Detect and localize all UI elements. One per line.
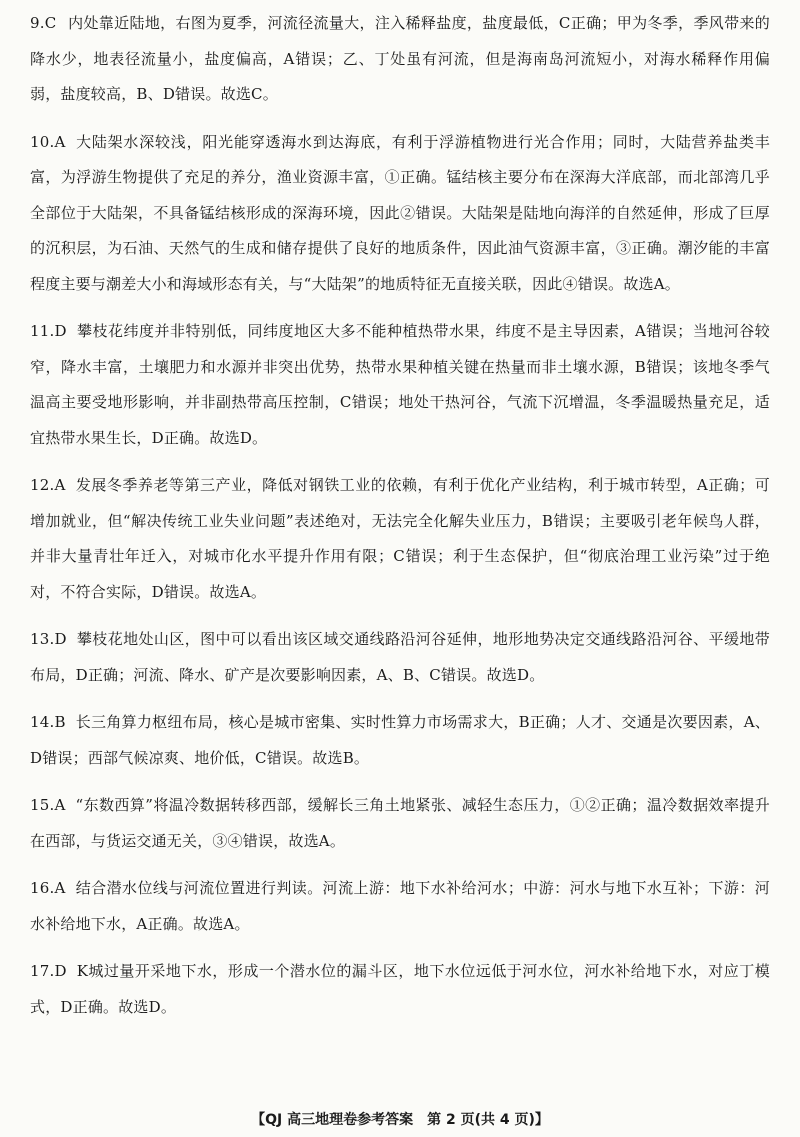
answer-text: 攀枝花地处山区，图中可以看出该区域交通线路沿河谷延伸，地形地势决定交通线路沿河谷、平缓地带布局，D正确；河流、降水、矿产是次要影响因素，A、B、C错误。故选D。 bbox=[30, 630, 770, 684]
answer-paragraph bbox=[30, 468, 770, 610]
answer-paragraph bbox=[30, 125, 770, 303]
answer-14 bbox=[30, 705, 770, 776]
answer-13 bbox=[30, 622, 770, 693]
answer-text: K城过量开采地下水，形成一个潜水位的漏斗区，地下水位远低于河水位，河水补给地下水，对应丁模式，D正确。故选D。 bbox=[30, 962, 770, 1016]
answer-16 bbox=[30, 871, 770, 942]
answer-text: 大陆架水深较浅，阳光能穿透海水到达海底，有利于浮游植物进行光合作用；同时，大陆营养盐类丰富，为浮游生物提供了充足的养分，渔业资源丰富，①正确。锰结核主要分布在深海大洋底部，而北部湾几乎全部位于大陆架，不具备锰结核形成的深海环境，因此②错误。大陆架是陆地向海洋的自然延伸，形成了巨厚的沉积层，为石油、天然气的生成和储存提供了良好的地质条件，因此油气资源丰富，③正确。潮汐能的丰富程度主要与潮差大小和海域形态有关，与“大陆架”的地质特征无直接关联，因此④错误。故选A。 bbox=[30, 132, 770, 293]
question-number: 10.A bbox=[30, 132, 66, 151]
question-number: 16.A bbox=[30, 879, 66, 897]
answer-15 bbox=[30, 788, 770, 859]
question-number: 15.A bbox=[30, 796, 66, 814]
answer-text: 发展冬季养老等第三产业，降低对钢铁工业的依赖，有利于优化产业结构，利于城市转型，A正确；可增加就业，但“解决传统工业失业问题”表述绝对，无法完全化解失业压力，B错误；主要吸引老年候鸟人群，并非大量青壮年迁入，对城市化水平提升作用有限；C错误；利于生态保护，但“彻底治理工业污染”过于绝对，不符合实际，D错误。故选A。 bbox=[30, 476, 770, 601]
answer-paragraph bbox=[30, 954, 770, 1025]
answer-text: 结合潜水位线与河流位置进行判读。河流上游：地下水补给河水；中游：河水与地下水互补；下游：河水补给地下水，A正确。故选A。 bbox=[30, 879, 770, 933]
answer-paragraph bbox=[30, 314, 770, 456]
answer-text: 攀枝花纬度并非特别低，同纬度地区大多不能种植热带水果，纬度不是主导因素，A错误；当地河谷较窄，降水丰富，土壤肥力和水源并非突出优势，热带水果种植关键在热量而非土壤水源，B错误；该地冬季气温高主要受地形影响，并非副热带高压控制，C错误；地处干热河谷，气流下沉增温，冬季温暖热量充足，适宜热带水果生长，D正确。故选D。 bbox=[30, 322, 770, 447]
answer-paragraph bbox=[30, 622, 770, 693]
answer-paragraph bbox=[30, 705, 770, 776]
answer-paragraph bbox=[30, 871, 770, 942]
answer-text: “东数西算”将温冷数据转移西部，缓解长三角土地紧张、减轻生态压力，①②正确；温冷数据效率提升在西部，与货运交通无关，③④错误，故选A。 bbox=[30, 796, 770, 850]
page-footer: 【QJ 高三地理卷参考答案 第 2 页(共 4 页)】 bbox=[251, 1112, 549, 1128]
answer-12 bbox=[30, 468, 770, 610]
answer-17 bbox=[30, 954, 770, 1025]
question-number: 12.A bbox=[30, 476, 66, 494]
question-number: 9.C bbox=[30, 14, 57, 32]
question-number: 11.D bbox=[30, 322, 67, 340]
answer-paragraph bbox=[30, 788, 770, 859]
answer-text: 长三角算力枢纽布局，核心是城市密集、实时性算力市场需求大，B正确；人才、交通是次要因素，A、D错误；西部气候凉爽、地价低，C错误。故选B。 bbox=[30, 713, 770, 767]
answer-text: 内处靠近陆地，右图为夏季，河流径流量大，注入稀释盐度，盐度最低，C正确；甲为冬季，季风带来的降水少，地表径流量小，盐度偏高，A错误；乙、丁处虽有河流，但是海南岛河流短小，对海水稀释作用偏弱，盐度较高，B、D错误。故选C。 bbox=[30, 14, 770, 103]
answer-10 bbox=[30, 125, 770, 303]
answer-11 bbox=[30, 314, 770, 456]
question-number: 13.D bbox=[30, 630, 67, 648]
question-number: 14.B bbox=[30, 713, 66, 731]
answer-9 bbox=[30, 6, 770, 113]
question-number: 17.D bbox=[30, 962, 67, 980]
answer-paragraph bbox=[30, 6, 770, 113]
